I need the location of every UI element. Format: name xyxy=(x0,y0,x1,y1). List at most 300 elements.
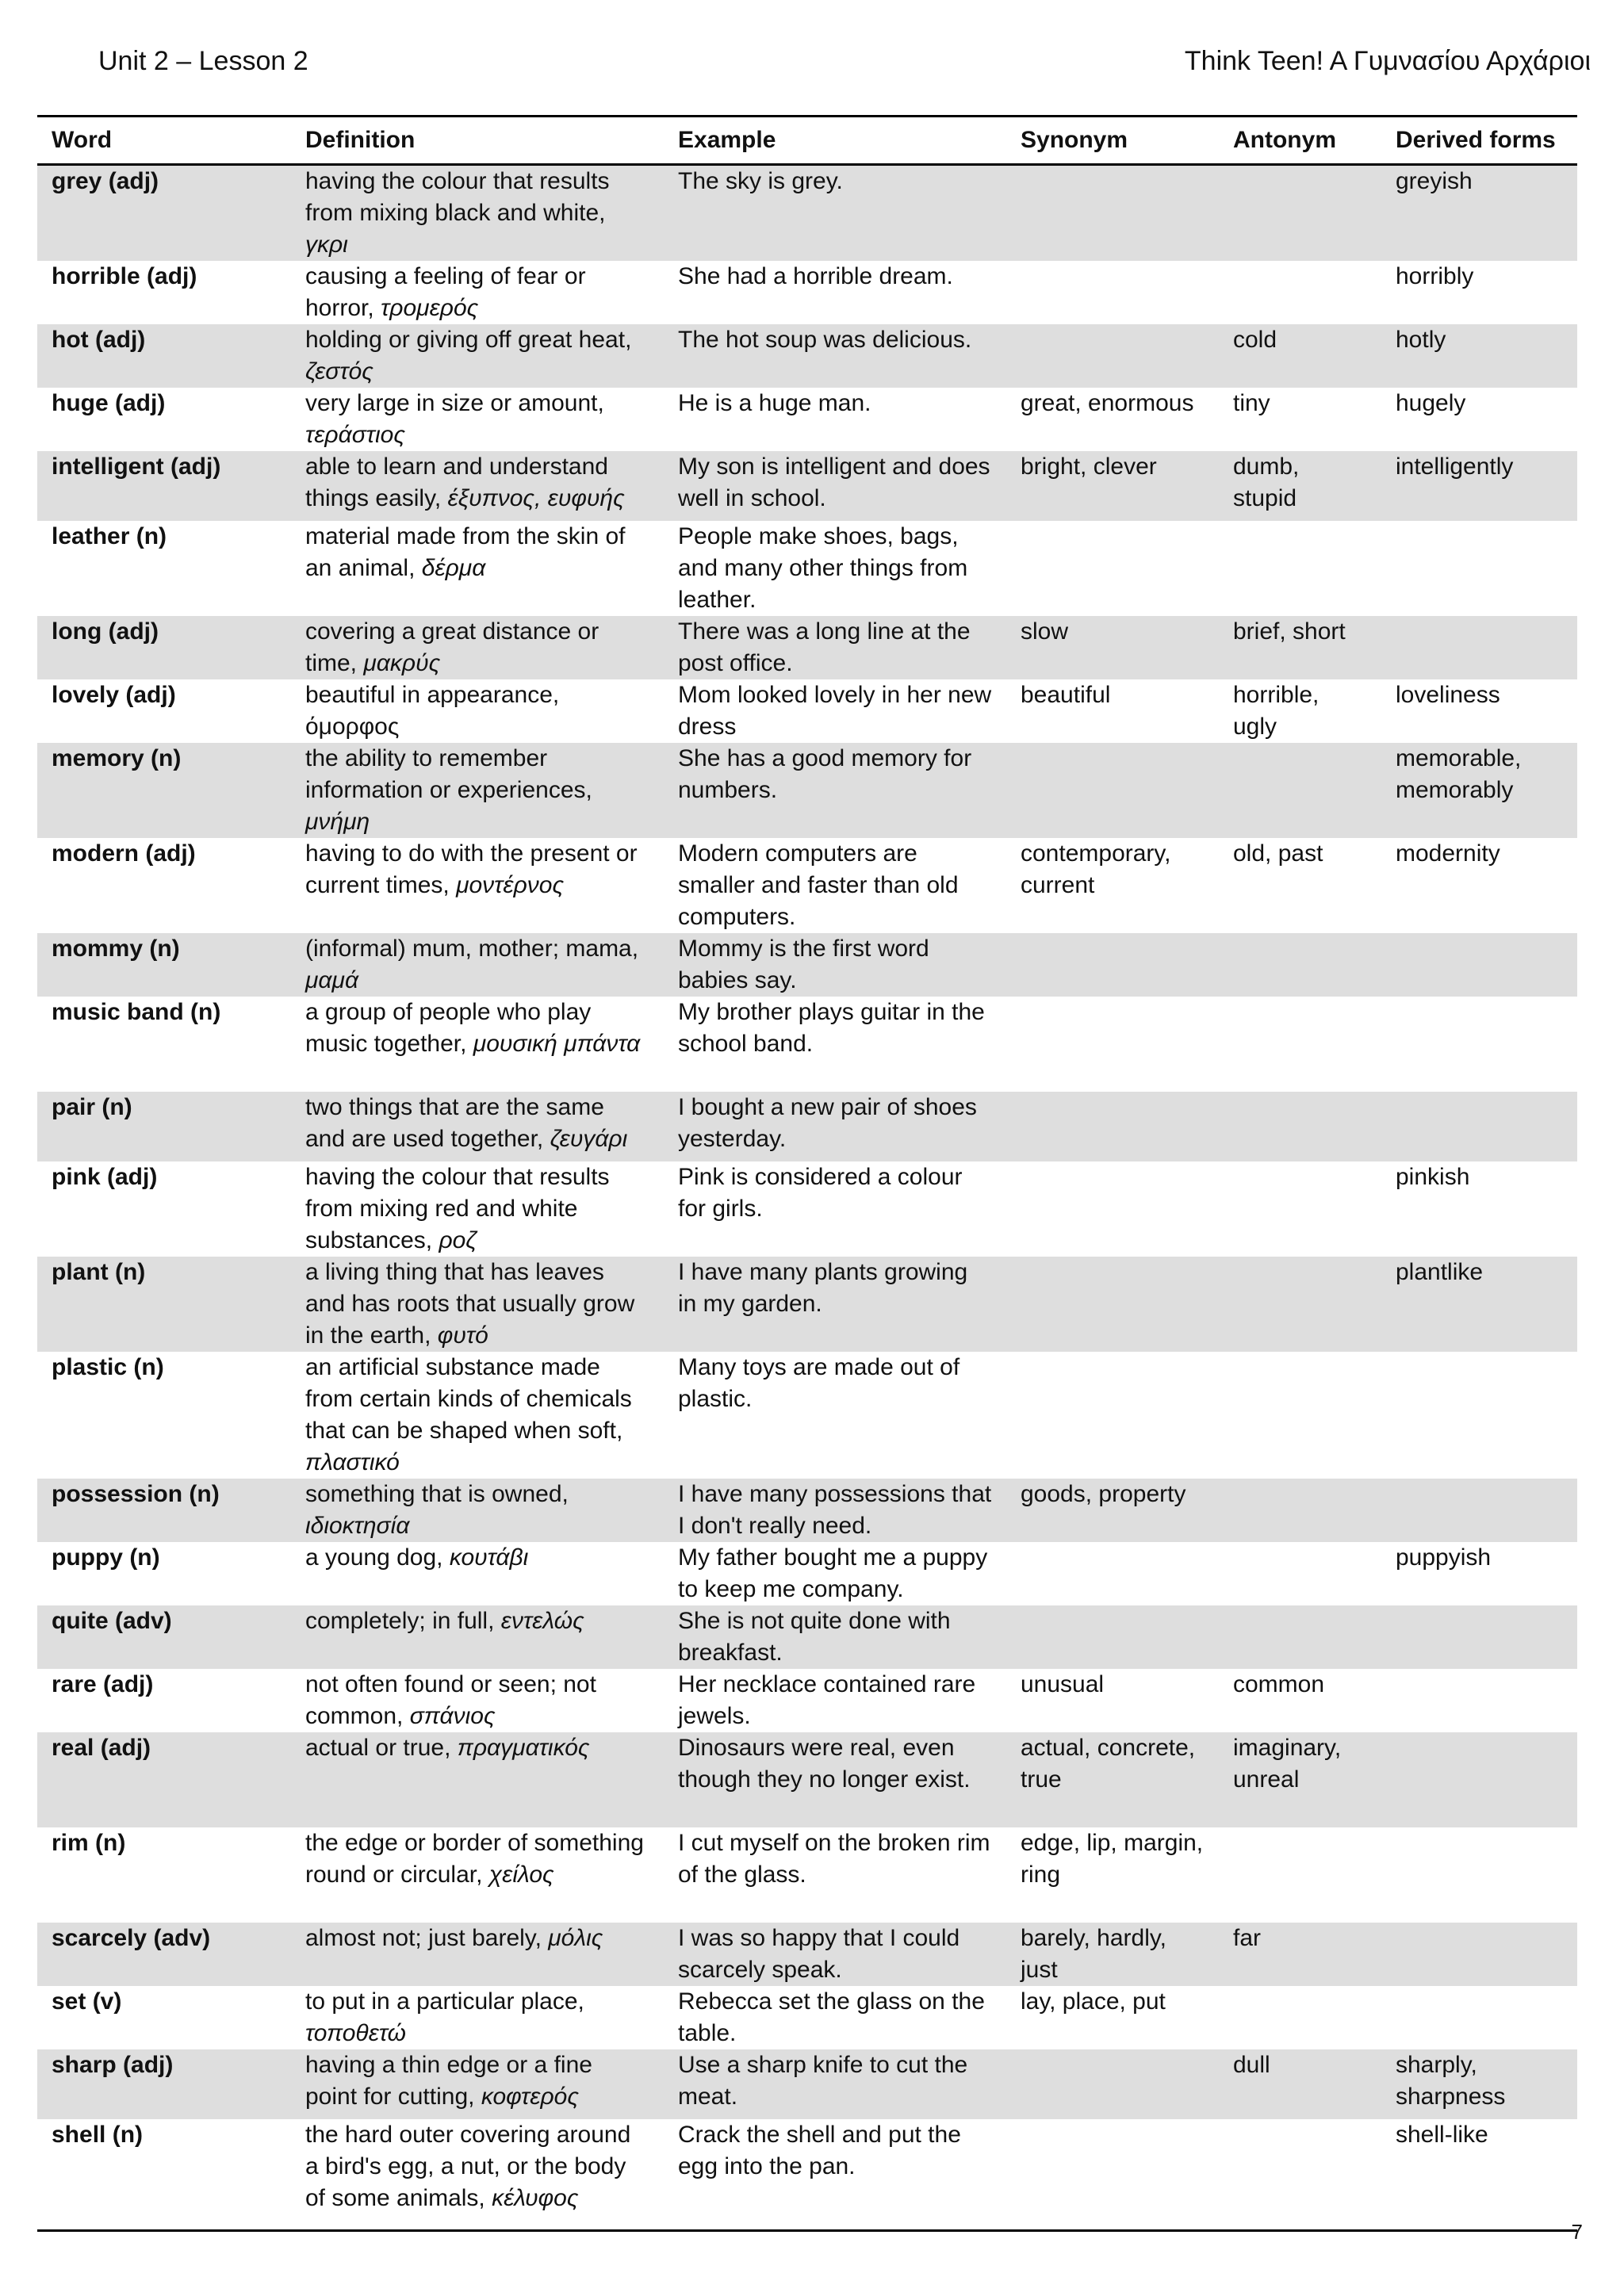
example-cell-text: My son is intelligent and does well in school. xyxy=(678,453,990,511)
definition-cell-text: a group of people who play music together, xyxy=(305,999,592,1057)
definition-cell xyxy=(291,1732,664,1827)
synonym-cell-text: bright, clever xyxy=(1021,453,1157,480)
example-cell xyxy=(664,1827,1006,1923)
derived-forms-cell xyxy=(1381,1669,1577,1732)
table-row xyxy=(37,2119,1577,2214)
greek-translation: μνήμη xyxy=(305,809,370,835)
antonym-cell xyxy=(1219,1352,1381,1479)
word-cell-text: set (v) xyxy=(52,1988,122,2015)
greek-translation: μαμά xyxy=(305,967,359,993)
synonym-cell xyxy=(1006,1257,1219,1352)
word-cell-text: memory (n) xyxy=(52,745,182,771)
derived-forms-cell xyxy=(1381,521,1577,616)
greek-translation: τοποθετώ xyxy=(305,2020,407,2046)
antonym-cell xyxy=(1219,324,1381,388)
derived-forms-cell-text: pinkish xyxy=(1396,1164,1470,1190)
table-row xyxy=(37,1352,1577,1479)
greek-translation: φυτό xyxy=(437,1322,488,1349)
definition-cell xyxy=(291,933,664,997)
table-row xyxy=(37,261,1577,324)
example-cell-text: My father bought me a puppy to keep me company. xyxy=(678,1544,988,1602)
derived-forms-cell xyxy=(1381,388,1577,451)
derived-forms-cell xyxy=(1381,1923,1577,1986)
definition-cell xyxy=(291,388,664,451)
table-row xyxy=(37,1732,1577,1827)
greek-translation: μοντέρνος xyxy=(456,872,565,898)
example-cell xyxy=(664,933,1006,997)
definition-cell xyxy=(291,2049,664,2119)
synonym-cell-text: barely, hardly, just xyxy=(1021,1925,1166,1983)
greek-translation: εντελώς xyxy=(500,1608,584,1634)
table-row xyxy=(37,1542,1577,1605)
definition-cell xyxy=(291,2119,664,2214)
word-cell-text: intelligent (adj) xyxy=(52,453,221,480)
vocabulary-table xyxy=(37,115,1577,2214)
derived-forms-cell xyxy=(1381,1732,1577,1827)
antonym-cell-text: old, past xyxy=(1233,840,1323,867)
column-header: Definition xyxy=(291,117,664,165)
synonym-cell xyxy=(1006,743,1219,838)
derived-forms-cell xyxy=(1381,1257,1577,1352)
definition-cell-text: very large in size or amount, xyxy=(305,390,604,416)
definition-cell xyxy=(291,1669,664,1732)
synonym-cell xyxy=(1006,2119,1219,2214)
synonym-cell-text: lay, place, put xyxy=(1021,1988,1166,2015)
definition-cell-text: a living thing that has leaves and has roots that usually grow in the earth, xyxy=(305,1259,635,1349)
word-cell xyxy=(37,933,291,997)
example-cell xyxy=(664,261,1006,324)
word-cell-text: hot (adj) xyxy=(52,327,146,353)
table-row xyxy=(37,165,1577,262)
table-row xyxy=(37,838,1577,933)
definition-cell xyxy=(291,743,664,838)
definition-cell xyxy=(291,997,664,1092)
example-cell-text: Her necklace contained rare jewels. xyxy=(678,1671,976,1729)
word-cell xyxy=(37,616,291,679)
derived-forms-cell-text: intelligently xyxy=(1396,453,1514,480)
example-cell xyxy=(664,1257,1006,1352)
example-cell-text: She is not quite done with breakfast. xyxy=(678,1608,951,1666)
column-header: Derived forms xyxy=(1381,117,1577,165)
example-cell xyxy=(664,165,1006,262)
table-row xyxy=(37,388,1577,451)
word-cell xyxy=(37,2049,291,2119)
example-cell-text: Crack the shell and put the egg into the pan. xyxy=(678,2122,961,2179)
synonym-cell xyxy=(1006,2049,1219,2119)
synonym-cell xyxy=(1006,1923,1219,1986)
definition-cell-text: covering a great distance or time, xyxy=(305,618,599,676)
antonym-cell xyxy=(1219,1092,1381,1161)
derived-forms-cell-text: memorable, memorably xyxy=(1396,745,1522,803)
word-cell-text: grey (adj) xyxy=(52,168,159,194)
example-cell xyxy=(664,2119,1006,2214)
word-cell xyxy=(37,1161,291,1257)
definition-cell xyxy=(291,616,664,679)
word-cell-text: mommy (n) xyxy=(52,936,180,962)
synonym-cell-text: unusual xyxy=(1021,1671,1105,1697)
column-header: Word xyxy=(37,117,291,165)
example-cell xyxy=(664,743,1006,838)
derived-forms-cell xyxy=(1381,1352,1577,1479)
example-cell xyxy=(664,451,1006,521)
definition-cell xyxy=(291,261,664,324)
definition-cell-text: the edge or border of something round or circular, xyxy=(305,1830,644,1888)
word-cell-text: modern (adj) xyxy=(52,840,196,867)
definition-cell xyxy=(291,1923,664,1986)
antonym-cell-text: imaginary, unreal xyxy=(1233,1735,1342,1793)
word-cell-text: pair (n) xyxy=(52,1094,132,1120)
antonym-cell xyxy=(1219,1732,1381,1827)
derived-forms-cell xyxy=(1381,1605,1577,1669)
derived-forms-cell xyxy=(1381,997,1577,1092)
book-title: Think Teen! A Γυμνασίου Αρχάριοι xyxy=(1184,46,1591,76)
antonym-cell-text: cold xyxy=(1233,327,1277,353)
word-cell-text: rare (adj) xyxy=(52,1671,154,1697)
definition-cell-text: causing a feeling of fear or horror, xyxy=(305,263,586,321)
synonym-cell xyxy=(1006,1669,1219,1732)
derived-forms-cell xyxy=(1381,261,1577,324)
greek-translation: δέρμα xyxy=(421,555,486,581)
word-cell xyxy=(37,165,291,262)
derived-forms-cell xyxy=(1381,1479,1577,1542)
example-cell xyxy=(664,1669,1006,1732)
greek-translation: ροζ xyxy=(439,1227,477,1253)
antonym-cell xyxy=(1219,616,1381,679)
antonym-cell xyxy=(1219,1542,1381,1605)
definition-cell-text: two things that are the same and are used together, xyxy=(305,1094,604,1152)
derived-forms-cell-text: plantlike xyxy=(1396,1259,1484,1285)
definition-cell xyxy=(291,165,664,262)
synonym-cell xyxy=(1006,933,1219,997)
column-header: Example xyxy=(664,117,1006,165)
table-row xyxy=(37,1161,1577,1257)
synonym-cell xyxy=(1006,1161,1219,1257)
antonym-cell xyxy=(1219,165,1381,262)
derived-forms-cell-text: horribly xyxy=(1396,263,1474,289)
table-row xyxy=(37,451,1577,521)
definition-cell xyxy=(291,451,664,521)
word-cell-text: music band (n) xyxy=(52,999,221,1025)
definition-cell xyxy=(291,1092,664,1161)
antonym-cell xyxy=(1219,1669,1381,1732)
example-cell-text: I cut myself on the broken rim of the glass. xyxy=(678,1830,990,1888)
definition-cell-text: not often found or seen; not common, xyxy=(305,1671,596,1729)
synonym-cell-text: beautiful xyxy=(1021,682,1111,708)
synonym-cell xyxy=(1006,1605,1219,1669)
derived-forms-cell-text: hotly xyxy=(1396,327,1446,353)
antonym-cell xyxy=(1219,521,1381,616)
table-body xyxy=(37,165,1577,2215)
definition-cell-text: actual or true, xyxy=(305,1735,451,1761)
greek-translation: τρομερός xyxy=(381,295,479,321)
derived-forms-cell xyxy=(1381,324,1577,388)
synonym-cell xyxy=(1006,838,1219,933)
definition-cell-text: holding or giving off great heat, xyxy=(305,327,632,353)
word-cell xyxy=(37,1257,291,1352)
synonym-cell xyxy=(1006,165,1219,262)
definition-cell-text: having the colour that results from mixing red and white substances, xyxy=(305,1164,610,1253)
definition-cell-text: completely; in full, xyxy=(305,1608,495,1634)
derived-forms-cell xyxy=(1381,616,1577,679)
example-cell-text: She had a horrible dream. xyxy=(678,263,953,289)
word-cell-text: plastic (n) xyxy=(52,1354,164,1380)
example-cell xyxy=(664,388,1006,451)
antonym-cell-text: tiny xyxy=(1233,390,1270,416)
bottom-rule xyxy=(37,2229,1577,2232)
greek-translation: πραγματικός xyxy=(457,1735,590,1761)
synonym-cell xyxy=(1006,1542,1219,1605)
synonym-cell xyxy=(1006,1732,1219,1827)
word-cell xyxy=(37,451,291,521)
greek-translation: σπάνιος xyxy=(409,1703,496,1729)
antonym-cell xyxy=(1219,743,1381,838)
word-cell xyxy=(37,1605,291,1669)
greek-translation: χείλος xyxy=(488,1862,554,1888)
definition-cell xyxy=(291,1827,664,1923)
derived-forms-cell xyxy=(1381,679,1577,743)
synonym-cell-text: edge, lip, margin, ring xyxy=(1021,1830,1204,1888)
table-row xyxy=(37,1479,1577,1542)
antonym-cell xyxy=(1219,679,1381,743)
example-cell-text: Pink is considered a colour for girls. xyxy=(678,1164,963,1222)
word-cell xyxy=(37,261,291,324)
table-row xyxy=(37,1257,1577,1352)
derived-forms-cell-text: loveliness xyxy=(1396,682,1500,708)
synonym-cell-text: slow xyxy=(1021,618,1069,645)
definition-cell xyxy=(291,1479,664,1542)
word-cell-text: puppy (n) xyxy=(52,1544,160,1571)
greek-translation: μουσική μπάντα xyxy=(473,1031,641,1057)
word-cell-text: leather (n) xyxy=(52,523,167,549)
derived-forms-cell-text: sharply, sharpness xyxy=(1396,2052,1506,2110)
derived-forms-cell-text: puppyish xyxy=(1396,1544,1492,1571)
greek-translation: κοφτερός xyxy=(481,2084,579,2110)
example-cell-text: Dinosaurs were real, even though they no longer exist. xyxy=(678,1735,971,1793)
definition-cell xyxy=(291,838,664,933)
greek-translation: μακρύς xyxy=(363,650,441,676)
word-cell xyxy=(37,1986,291,2049)
synonym-cell xyxy=(1006,616,1219,679)
synonym-cell xyxy=(1006,1986,1219,2049)
synonym-cell xyxy=(1006,324,1219,388)
table-row xyxy=(37,324,1577,388)
greek-translation: κουτάβι xyxy=(449,1544,529,1571)
antonym-cell-text: far xyxy=(1233,1925,1262,1951)
word-cell-text: quite (adv) xyxy=(52,1608,172,1634)
definition-cell-text: the hard outer covering around a bird's egg, a nut, or the body of some animals, xyxy=(305,2122,631,2211)
word-cell-text: pink (adj) xyxy=(52,1164,158,1190)
word-cell xyxy=(37,388,291,451)
antonym-cell xyxy=(1219,1923,1381,1986)
word-cell xyxy=(37,1923,291,1986)
example-cell xyxy=(664,1161,1006,1257)
example-cell-text: She has a good memory for numbers. xyxy=(678,745,972,803)
example-cell xyxy=(664,521,1006,616)
word-cell xyxy=(37,679,291,743)
synonym-cell xyxy=(1006,1092,1219,1161)
definition-cell-text: something that is owned, xyxy=(305,1481,569,1507)
derived-forms-cell-text: modernity xyxy=(1396,840,1500,867)
definition-cell-text: having a thin edge or a fine point for cutting, xyxy=(305,2052,592,2110)
example-cell xyxy=(664,1092,1006,1161)
antonym-cell-text: horrible, ugly xyxy=(1233,682,1320,740)
derived-forms-cell xyxy=(1381,2049,1577,2119)
synonym-cell xyxy=(1006,997,1219,1092)
synonym-cell xyxy=(1006,1352,1219,1479)
antonym-cell xyxy=(1219,388,1381,451)
derived-forms-cell xyxy=(1381,1986,1577,2049)
word-cell-text: rim (n) xyxy=(52,1830,126,1856)
antonym-cell xyxy=(1219,838,1381,933)
antonym-cell xyxy=(1219,997,1381,1092)
column-header: Antonym xyxy=(1219,117,1381,165)
definition-cell xyxy=(291,679,664,743)
table-row xyxy=(37,1923,1577,1986)
table-header-row xyxy=(37,117,1577,165)
example-cell xyxy=(664,838,1006,933)
greek-translation: ιδιοκτησία xyxy=(305,1513,410,1539)
antonym-cell xyxy=(1219,2119,1381,2214)
word-cell-text: shell (n) xyxy=(52,2122,144,2148)
word-cell-text: long (adj) xyxy=(52,618,159,645)
example-cell xyxy=(664,324,1006,388)
derived-forms-cell xyxy=(1381,1161,1577,1257)
definition-cell-text: the ability to remember information or experiences, xyxy=(305,745,592,803)
definition-cell xyxy=(291,1257,664,1352)
antonym-cell xyxy=(1219,1986,1381,2049)
example-cell-text: Rebecca set the glass on the table. xyxy=(678,1988,985,2046)
derived-forms-cell-text: shell-like xyxy=(1396,2122,1488,2148)
example-cell xyxy=(664,1542,1006,1605)
example-cell-text: Use a sharp knife to cut the meat. xyxy=(678,2052,968,2110)
definition-cell xyxy=(291,1352,664,1479)
table-row xyxy=(37,1669,1577,1732)
derived-forms-cell xyxy=(1381,838,1577,933)
definition-cell-text: to put in a particular place, xyxy=(305,1988,584,2015)
antonym-cell xyxy=(1219,1161,1381,1257)
word-cell xyxy=(37,521,291,616)
example-cell xyxy=(664,1352,1006,1479)
word-cell-text: huge (adj) xyxy=(52,390,166,416)
greek-translation: πλαστικό xyxy=(305,1449,400,1475)
antonym-cell xyxy=(1219,1605,1381,1669)
word-cell xyxy=(37,1479,291,1542)
example-cell xyxy=(664,1986,1006,2049)
example-cell-text: I have many plants growing in my garden. xyxy=(678,1259,968,1317)
antonym-cell xyxy=(1219,2049,1381,2119)
antonym-cell xyxy=(1219,1827,1381,1923)
table-row xyxy=(37,1605,1577,1669)
greek-translation: έξυπνος, ευφυής xyxy=(447,485,625,511)
definition-cell xyxy=(291,1542,664,1605)
synonym-cell xyxy=(1006,1827,1219,1923)
derived-forms-cell xyxy=(1381,933,1577,997)
synonym-cell xyxy=(1006,1479,1219,1542)
synonym-cell-text: goods, property xyxy=(1021,1481,1186,1507)
derived-forms-cell xyxy=(1381,165,1577,262)
word-cell-text: horrible (adj) xyxy=(52,263,197,289)
example-cell-text: There was a long line at the post office. xyxy=(678,618,971,676)
example-cell-text: Many toys are made out of plastic. xyxy=(678,1354,960,1412)
word-cell-text: possession (n) xyxy=(52,1481,220,1507)
synonym-cell xyxy=(1006,679,1219,743)
lesson-title: Unit 2 – Lesson 2 xyxy=(98,46,308,76)
table-row xyxy=(37,933,1577,997)
word-cell xyxy=(37,1732,291,1827)
example-cell-text: I was so happy that I could scarcely speak. xyxy=(678,1925,960,1983)
antonym-cell-text: common xyxy=(1233,1671,1325,1697)
word-cell xyxy=(37,997,291,1092)
derived-forms-cell xyxy=(1381,2119,1577,2214)
synonym-cell xyxy=(1006,261,1219,324)
example-cell-text: Modern computers are smaller and faster than old computers. xyxy=(678,840,959,930)
derived-forms-cell xyxy=(1381,451,1577,521)
word-cell xyxy=(37,1092,291,1161)
word-cell xyxy=(37,743,291,838)
derived-forms-cell xyxy=(1381,1827,1577,1923)
antonym-cell-text: dumb, stupid xyxy=(1233,453,1300,511)
derived-forms-cell xyxy=(1381,743,1577,838)
example-cell-text: Mom looked lovely in her new dress xyxy=(678,682,992,740)
greek-translation: γκρι xyxy=(305,232,348,258)
example-cell-text: People make shoes, bags, and many other things from leather. xyxy=(678,523,968,613)
example-cell-text: The hot soup was delicious. xyxy=(678,327,972,353)
definition-cell-text: a young dog, xyxy=(305,1544,443,1571)
antonym-cell xyxy=(1219,261,1381,324)
antonym-cell-text: brief, short xyxy=(1233,618,1346,645)
definition-cell-text: beautiful in appearance, όμορφος xyxy=(305,682,560,740)
table-row xyxy=(37,1092,1577,1161)
antonym-cell xyxy=(1219,1479,1381,1542)
definition-cell-text: almost not; just barely, xyxy=(305,1925,542,1951)
synonym-cell xyxy=(1006,451,1219,521)
example-cell-text: He is a huge man. xyxy=(678,390,871,416)
table-row xyxy=(37,521,1577,616)
word-cell-text: scarcely (adv) xyxy=(52,1925,211,1951)
definition-cell xyxy=(291,324,664,388)
derived-forms-cell xyxy=(1381,1092,1577,1161)
table-row xyxy=(37,1986,1577,2049)
table-row xyxy=(37,679,1577,743)
word-cell xyxy=(37,2119,291,2214)
greek-translation: μόλις xyxy=(548,1925,603,1951)
example-cell xyxy=(664,1923,1006,1986)
example-cell-text: My brother plays guitar in the school band. xyxy=(678,999,985,1057)
example-cell-text: The sky is grey. xyxy=(678,168,843,194)
word-cell xyxy=(37,324,291,388)
word-cell-text: lovely (adj) xyxy=(52,682,176,708)
example-cell xyxy=(664,1605,1006,1669)
greek-translation: ζεστός xyxy=(305,358,373,385)
greek-translation: τεράστιος xyxy=(305,422,405,448)
synonym-cell-text: great, enormous xyxy=(1021,390,1194,416)
definition-cell-text: material made from the skin of an animal, xyxy=(305,523,626,581)
example-cell xyxy=(664,2049,1006,2119)
definition-cell-text: having the colour that results from mixing black and white, xyxy=(305,168,610,226)
definition-cell-text: an artificial substance made from certain kinds of chemicals that can be shaped when soft, xyxy=(305,1354,632,1444)
example-cell xyxy=(664,1479,1006,1542)
definition-cell xyxy=(291,521,664,616)
greek-translation: ζευγάρι xyxy=(550,1126,628,1152)
word-cell xyxy=(37,838,291,933)
word-cell-text: real (adj) xyxy=(52,1735,151,1761)
synonym-cell-text: contemporary, current xyxy=(1021,840,1171,898)
synonym-cell xyxy=(1006,388,1219,451)
definition-cell-text: having to do with the present or current times, xyxy=(305,840,638,898)
word-cell-text: sharp (adj) xyxy=(52,2052,174,2078)
synonym-cell-text: actual, concrete, true xyxy=(1021,1735,1196,1793)
example-cell-text: I bought a new pair of shoes yesterday. xyxy=(678,1094,977,1152)
